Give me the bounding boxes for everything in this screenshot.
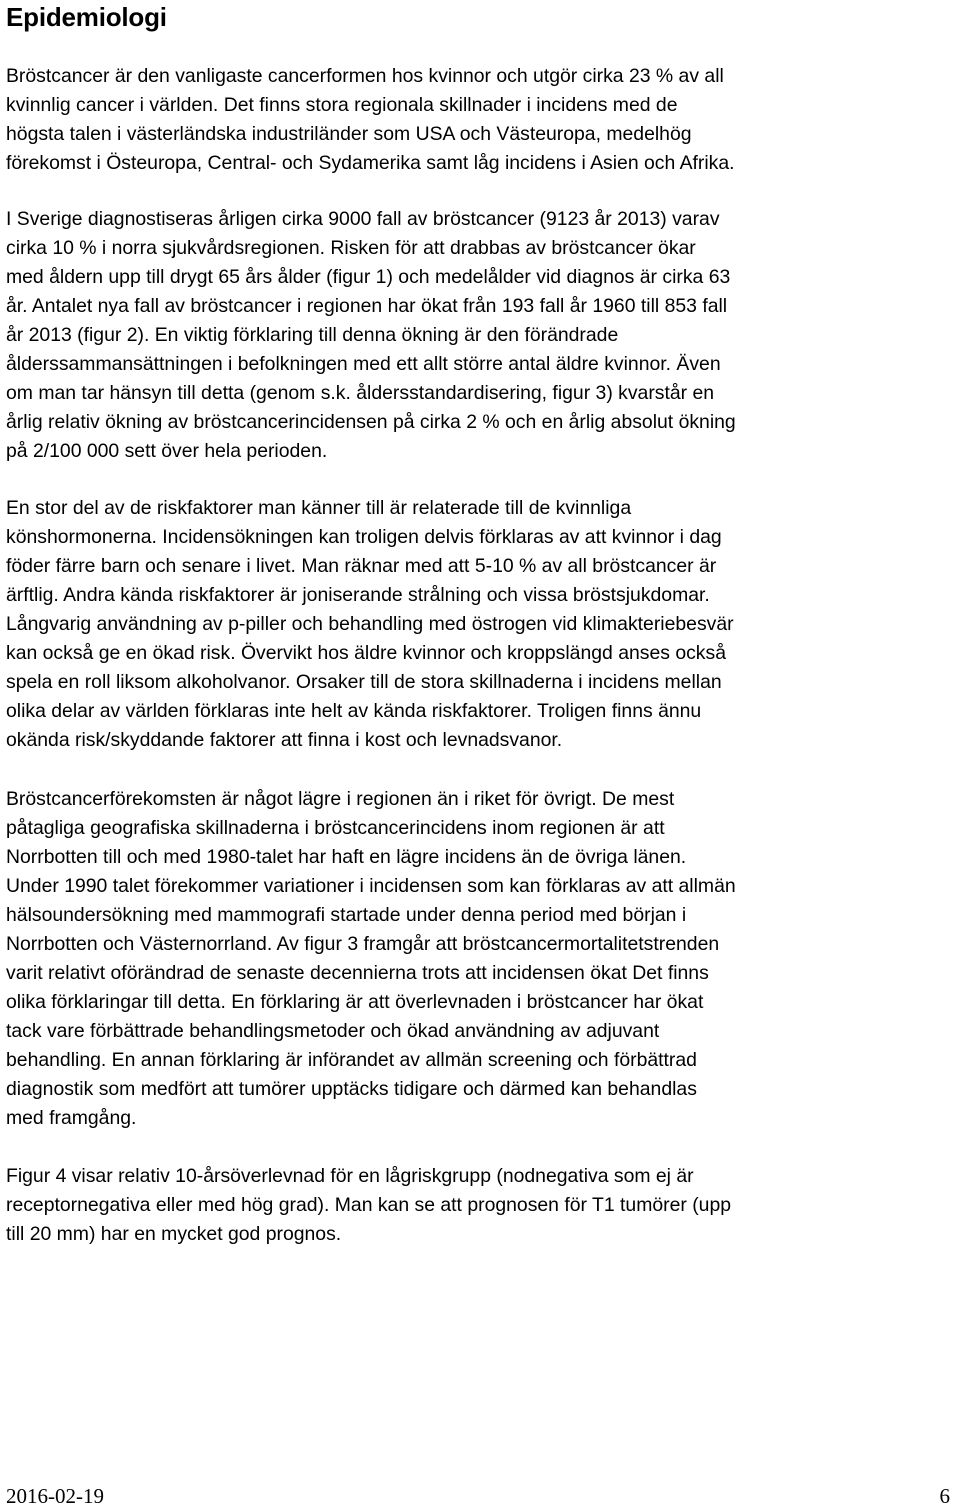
text-line: ärftlig. Andra kända riskfaktorer är joniserande strålning och vissa bröstsjukdomar. <box>6 584 710 606</box>
paragraph-regional-differences <box>6 785 956 1133</box>
text-line: olika delar av världen förklaras inte helt av kända riskfaktorer. Troligen finns ännu <box>6 700 702 722</box>
paragraph-incidence-sweden <box>6 205 956 466</box>
text-line: till 20 mm) har en mycket god prognos. <box>6 1223 342 1245</box>
text-line: med framgång. <box>6 1107 137 1129</box>
text-line: högsta talen i västerländska industriländer som USA och Västeuropa, medelhög <box>6 123 692 145</box>
text-line: Norrbotten och Västernorrland. Av figur 3 framgår att bröstcancermortalitetstrenden <box>6 933 720 955</box>
text-line: på 2/100 000 sett över hela perioden. <box>6 440 328 462</box>
text-line: varit relativt oförändrad de senaste decennierna trots att incidensen ökat Det finns <box>6 962 709 984</box>
page-number: 6 <box>939 1484 950 1508</box>
footer-date: 2016-02-19 <box>6 1484 104 1508</box>
text-line: kvinnlig cancer i världen. Det finns stora regionala skillnader i incidens med de <box>6 94 678 116</box>
text-line: med åldern upp till drygt 65 års ålder (figur 1) och medelålder vid diagnos är cirka 63 <box>6 266 731 288</box>
text-line: spela en roll liksom alkoholvanor. Orsaker till de stora skillnaderna i incidens mellan <box>6 671 722 693</box>
text-line: tack vare förbättrade behandlingsmetoder och ökad användning av adjuvant <box>6 1020 660 1042</box>
text-line: Bröstcancer är den vanligaste cancerformen hos kvinnor och utgör cirka 23 % av all <box>6 65 724 87</box>
text-line: påtagliga geografiska skillnaderna i bröstcancerincidens inom regionen är att <box>6 817 665 839</box>
text-line: Figur 4 visar relativ 10-årsöverlevnad för en lågriskgrupp (nodnegativa som ej är <box>6 1165 694 1187</box>
text-line: årlig relativ ökning av bröstcancerincidensen på cirka 2 % och en årlig absolut ökning <box>6 411 736 433</box>
text-line: cirka 10 % i norra sjukvårdsregionen. Risken för att drabbas av bröstcancer ökar <box>6 237 696 259</box>
text-line: hälsoundersökning med mammografi startade under denna period med början i <box>6 904 687 926</box>
text-line: föder färre barn och senare i livet. Man räknar med att 5-10 % av all bröstcancer är <box>6 555 717 577</box>
text-line: olika förklaringar till detta. En förklaring är att överlevnaden i bröstcancer har ökat <box>6 991 704 1013</box>
text-line: Norrbotten till och med 1980-talet har haft en lägre incidens än de övriga länen. <box>6 846 687 868</box>
text-line: I Sverige diagnostiseras årligen cirka 9000 fall av bröstcancer (9123 år 2013) varav <box>6 208 720 230</box>
text-line: En stor del av de riskfaktorer man känner till är relaterade till de kvinnliga <box>6 497 632 519</box>
text-line: behandling. En annan förklaring är införandet av allmän screening och förbättrad <box>6 1049 697 1071</box>
text-line: okända risk/skyddande faktorer att finna i kost och levnadsvanor. <box>6 729 563 751</box>
text-line: Långvarig användning av p-piller och behandling med östrogen vid klimakteriebesvär <box>6 613 734 635</box>
text-line: kan också ge en ökad risk. Övervikt hos äldre kvinnor och kroppslängd anses också <box>6 642 726 664</box>
text-line: ålderssammansättningen i befolkningen med ett allt större antal äldre kvinnor. Även <box>6 353 721 375</box>
section-heading: Epidemiologi <box>6 2 167 32</box>
paragraph-risk-factors <box>6 494 956 755</box>
text-line: Bröstcancerförekomsten är något lägre i regionen än i riket för övrigt. De mest <box>6 788 675 810</box>
paragraph-survival <box>6 1162 956 1249</box>
text-line: diagnostik som medfört att tumörer upptäcks tidigare och därmed kan behandlas <box>6 1078 697 1100</box>
paragraph-incidence-worldwide <box>6 62 956 178</box>
text-line: könshormonerna. Incidensökningen kan troligen delvis förklaras av att kvinnor i dag <box>6 526 722 548</box>
text-line: Under 1990 talet förekommer variationer i incidensen som kan förklaras av att allmän <box>6 875 736 897</box>
text-line: om man tar hänsyn till detta (genom s.k. åldersstandardisering, figur 3) kvarstår en <box>6 382 715 404</box>
text-line: år. Antalet nya fall av bröstcancer i regionen har ökat från 193 fall år 1960 till 853 fall <box>6 295 728 317</box>
text-line: förekomst i Östeuropa, Central- och Sydamerika samt låg incidens i Asien och Afrika. <box>6 152 735 174</box>
text-line: receptornegativa eller med hög grad). Man kan se att prognosen för T1 tumörer (upp <box>6 1194 732 1216</box>
text-line: år 2013 (figur 2). En viktig förklaring till denna ökning är den förändrade <box>6 324 619 346</box>
